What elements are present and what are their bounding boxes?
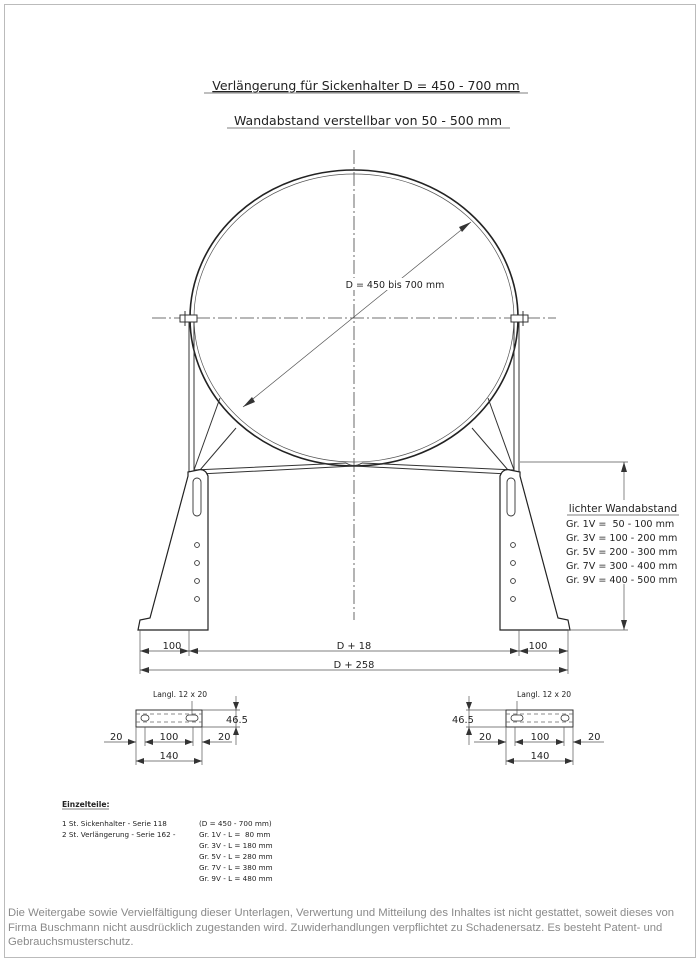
dim-arrow	[140, 667, 149, 673]
hole-left-4	[195, 597, 200, 602]
detail-left-middle: 100	[159, 732, 179, 743]
page-border	[5, 5, 696, 958]
detail-left-edge-2: 20	[218, 732, 231, 743]
dim-arrow	[519, 648, 528, 654]
wall-distance-arrow-top	[621, 462, 627, 472]
dim-arrow	[498, 739, 506, 745]
wall-distance-row-2: Gr. 3V = 100 - 200 mm	[566, 533, 678, 544]
detail-left-slot-1	[141, 715, 149, 721]
dim-arrow	[506, 758, 514, 764]
dim-arrow	[559, 648, 568, 654]
dim-arrow	[128, 739, 136, 745]
parts-line-4-right: Gr. 5V - L = 280 mm	[199, 852, 273, 861]
dim-arrow	[189, 648, 198, 654]
dim-arrow	[185, 739, 193, 745]
dim-arrow	[510, 648, 519, 654]
wall-distance-arrow-bottom	[621, 620, 627, 630]
detail-right-edge-1: 20	[479, 732, 492, 743]
hole-right-3	[511, 579, 516, 584]
detail-left	[104, 690, 248, 765]
dim-arrow	[145, 739, 153, 745]
dim-arrow	[573, 739, 581, 745]
detail-right-slot-2	[561, 715, 569, 721]
hole-left-2	[195, 561, 200, 566]
diameter-label: D = 450 bis 700 mm	[345, 280, 445, 291]
parts-line-3-right: Gr. 3V - L = 180 mm	[199, 841, 273, 850]
detail-left-height: 46.5	[226, 715, 248, 726]
wall-distance-row-1: Gr. 1V = 50 - 100 mm	[566, 519, 675, 530]
parts-line-2-left: 2 St. Verlängerung - Serie 162 -	[62, 830, 176, 839]
slot-left	[193, 478, 201, 516]
hole-left-3	[195, 579, 200, 584]
bracing-right	[354, 398, 514, 474]
parts-line-2-right: Gr. 1V - L = 80 mm	[199, 830, 271, 839]
dim-arrow	[194, 758, 202, 764]
dim-arrow	[556, 739, 564, 745]
hole-right-1	[511, 543, 516, 548]
detail-right-edge-2: 20	[588, 732, 601, 743]
slot-right	[507, 478, 515, 516]
dim-arrow	[559, 667, 568, 673]
detail-right-slot-1	[511, 715, 523, 721]
detail-right-height: 46.5	[452, 715, 474, 726]
dim-arrow	[233, 727, 239, 735]
wall-distance-row-5: Gr. 9V = 400 - 500 mm	[566, 575, 678, 586]
wall-distance-heading: lichter Wandabstand	[568, 503, 678, 515]
title-line-1: Verlängerung für Sickenhalter D = 450 - 700 mm	[212, 78, 520, 93]
bracing-left	[194, 398, 354, 474]
dim-arrow	[466, 727, 472, 735]
wall-distance-row-3: Gr. 5V = 200 - 300 mm	[566, 547, 678, 558]
legal-footer: Die Weitergabe sowie Vervielfältigung dieser Unterlagen, Verwertung und Mitteilung des Inhaltes ist nicht gestattet, soweit dieses von Firma Buschmann nicht ausdrücklich zugestanden wird. Zuwiderhandlungen verpflichtet zu Schadenersatz. Es besteht Patent- und Gebrauchsmusterschutz.	[8, 907, 675, 948]
ring-ear-left	[180, 315, 197, 322]
dim-arrow	[136, 758, 144, 764]
parts-line-6-right: Gr. 9V - L = 480 mm	[199, 874, 273, 883]
detail-left-slot-2	[186, 715, 198, 721]
hole-right-2	[511, 561, 516, 566]
parts-line-1-left: 1 St. Sickenhalter - Serie 118	[62, 819, 167, 828]
ring-ear-right	[511, 315, 528, 322]
detail-left-slot-label: Langl. 12 x 20	[153, 690, 208, 699]
detail-right-middle: 100	[530, 732, 550, 743]
dim-arrow	[466, 702, 472, 710]
dim-foot-left: 100	[162, 641, 182, 652]
dim-arrow	[565, 758, 573, 764]
detail-right-total: 140	[530, 751, 550, 762]
parts-line-1-right: (D = 450 - 700 mm)	[199, 819, 272, 828]
hole-left-1	[195, 543, 200, 548]
detail-right-slot-label: Langl. 12 x 20	[517, 690, 572, 699]
diameter-dimension-line	[243, 222, 471, 407]
dim-overall: D + 258	[333, 660, 375, 671]
detail-left-edge-1: 20	[110, 732, 123, 743]
hole-right-4	[511, 597, 516, 602]
wall-distance-row-4: Gr. 7V = 300 - 400 mm	[566, 561, 678, 572]
dim-arrow	[233, 702, 239, 710]
title-line-2: Wandabstand verstellbar von 50 - 500 mm	[233, 113, 503, 128]
parts-heading: Einzelteile:	[62, 800, 110, 809]
dim-arrow	[202, 739, 210, 745]
dim-arrow	[515, 739, 523, 745]
dim-inner: D + 18	[336, 641, 372, 652]
parts-line-5-right: Gr. 7V - L = 380 mm	[199, 863, 273, 872]
dim-foot-right: 100	[528, 641, 548, 652]
detail-left-total: 140	[159, 751, 179, 762]
detail-right	[452, 690, 604, 765]
dim-arrow	[140, 648, 149, 654]
